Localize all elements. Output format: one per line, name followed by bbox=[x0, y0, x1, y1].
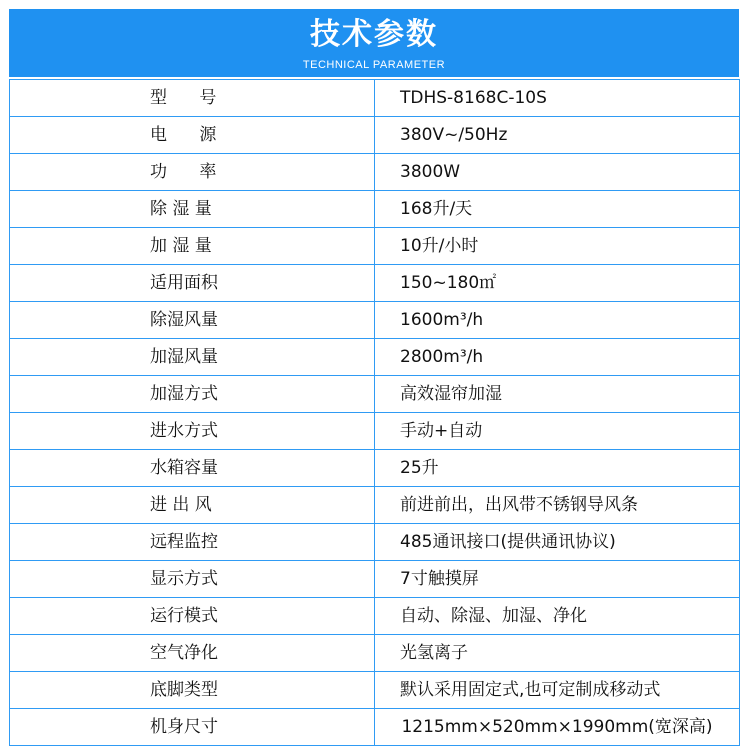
row-label-model: 型 号 bbox=[10, 80, 375, 117]
row-label-applicable-area: 适用面积 bbox=[10, 265, 375, 302]
row-value-air-purification: 光氢离子 bbox=[375, 635, 740, 672]
table-row bbox=[10, 635, 740, 672]
parameter-table bbox=[9, 79, 740, 746]
row-value-applicable-area: 150~180㎡ bbox=[375, 265, 740, 302]
row-label-power-supply: 电 源 bbox=[10, 117, 375, 154]
row-label-dimensions: 机身尺寸 bbox=[10, 709, 375, 746]
table-row bbox=[10, 376, 740, 413]
row-value-humidifying-capacity: 10升/小时 bbox=[375, 228, 740, 265]
table-row bbox=[10, 561, 740, 598]
table-row bbox=[10, 709, 740, 746]
row-value-dehumidifying-airflow: 1600m³/h bbox=[375, 302, 740, 339]
row-value-operating-mode: 自动、除湿、加湿、净化 bbox=[375, 598, 740, 635]
row-label-water-inlet-method: 进水方式 bbox=[10, 413, 375, 450]
row-label-air-inlet-outlet: 进 出 风 bbox=[10, 487, 375, 524]
table-row bbox=[10, 191, 740, 228]
row-value-model: TDHS-8168C-10S bbox=[375, 80, 740, 117]
table-row bbox=[10, 80, 740, 117]
table-row bbox=[10, 302, 740, 339]
row-value-power-supply: 380V~/50Hz bbox=[375, 117, 740, 154]
row-value-air-inlet-outlet: 前进前出，出风带不锈钢导风条 bbox=[375, 487, 740, 524]
row-label-dehumidifying-airflow: 除湿风量 bbox=[10, 302, 375, 339]
row-value-display-mode: 7寸触摸屏 bbox=[375, 561, 740, 598]
row-label-operating-mode: 运行模式 bbox=[10, 598, 375, 635]
row-label-humidifying-airflow: 加湿风量 bbox=[10, 339, 375, 376]
header-subtitle: TECHNICAL PARAMETER bbox=[302, 59, 446, 71]
row-label-remote-monitoring: 远程监控 bbox=[10, 524, 375, 561]
row-value-remote-monitoring: 485通讯接口(提供通讯协议) bbox=[375, 524, 740, 561]
row-value-tank-capacity: 25升 bbox=[375, 450, 740, 487]
table-row bbox=[10, 154, 740, 191]
row-value-humidifying-airflow: 2800m³/h bbox=[375, 339, 740, 376]
table-row bbox=[10, 228, 740, 265]
table-row bbox=[10, 524, 740, 561]
header-title: 技术参数 bbox=[310, 17, 438, 52]
row-value-dimensions: 1215mm×520mm×1990mm(宽深高) bbox=[375, 709, 740, 746]
row-label-base-type: 底脚类型 bbox=[10, 672, 375, 709]
table-row bbox=[10, 117, 740, 154]
row-value-dehumidifying-capacity: 168升/天 bbox=[375, 191, 740, 228]
table-row bbox=[10, 339, 740, 376]
table-row bbox=[10, 413, 740, 450]
row-label-dehumidifying-capacity: 除 湿 量 bbox=[10, 191, 375, 228]
row-label-humidifying-capacity: 加 湿 量 bbox=[10, 228, 375, 265]
row-value-base-type: 默认采用固定式,也可定制成移动式 bbox=[375, 672, 740, 709]
header-banner bbox=[9, 9, 739, 77]
row-label-power: 功 率 bbox=[10, 154, 375, 191]
table-row bbox=[10, 265, 740, 302]
row-value-power: 3800W bbox=[375, 154, 740, 191]
table-row bbox=[10, 450, 740, 487]
row-label-air-purification: 空气净化 bbox=[10, 635, 375, 672]
row-value-water-inlet-method: 手动+自动 bbox=[375, 413, 740, 450]
row-label-tank-capacity: 水箱容量 bbox=[10, 450, 375, 487]
table-row bbox=[10, 598, 740, 635]
row-label-display-mode: 显示方式 bbox=[10, 561, 375, 598]
table-row bbox=[10, 487, 740, 524]
table-row bbox=[10, 672, 740, 709]
row-value-humidifying-method: 高效湿帘加湿 bbox=[375, 376, 740, 413]
row-label-humidifying-method: 加湿方式 bbox=[10, 376, 375, 413]
